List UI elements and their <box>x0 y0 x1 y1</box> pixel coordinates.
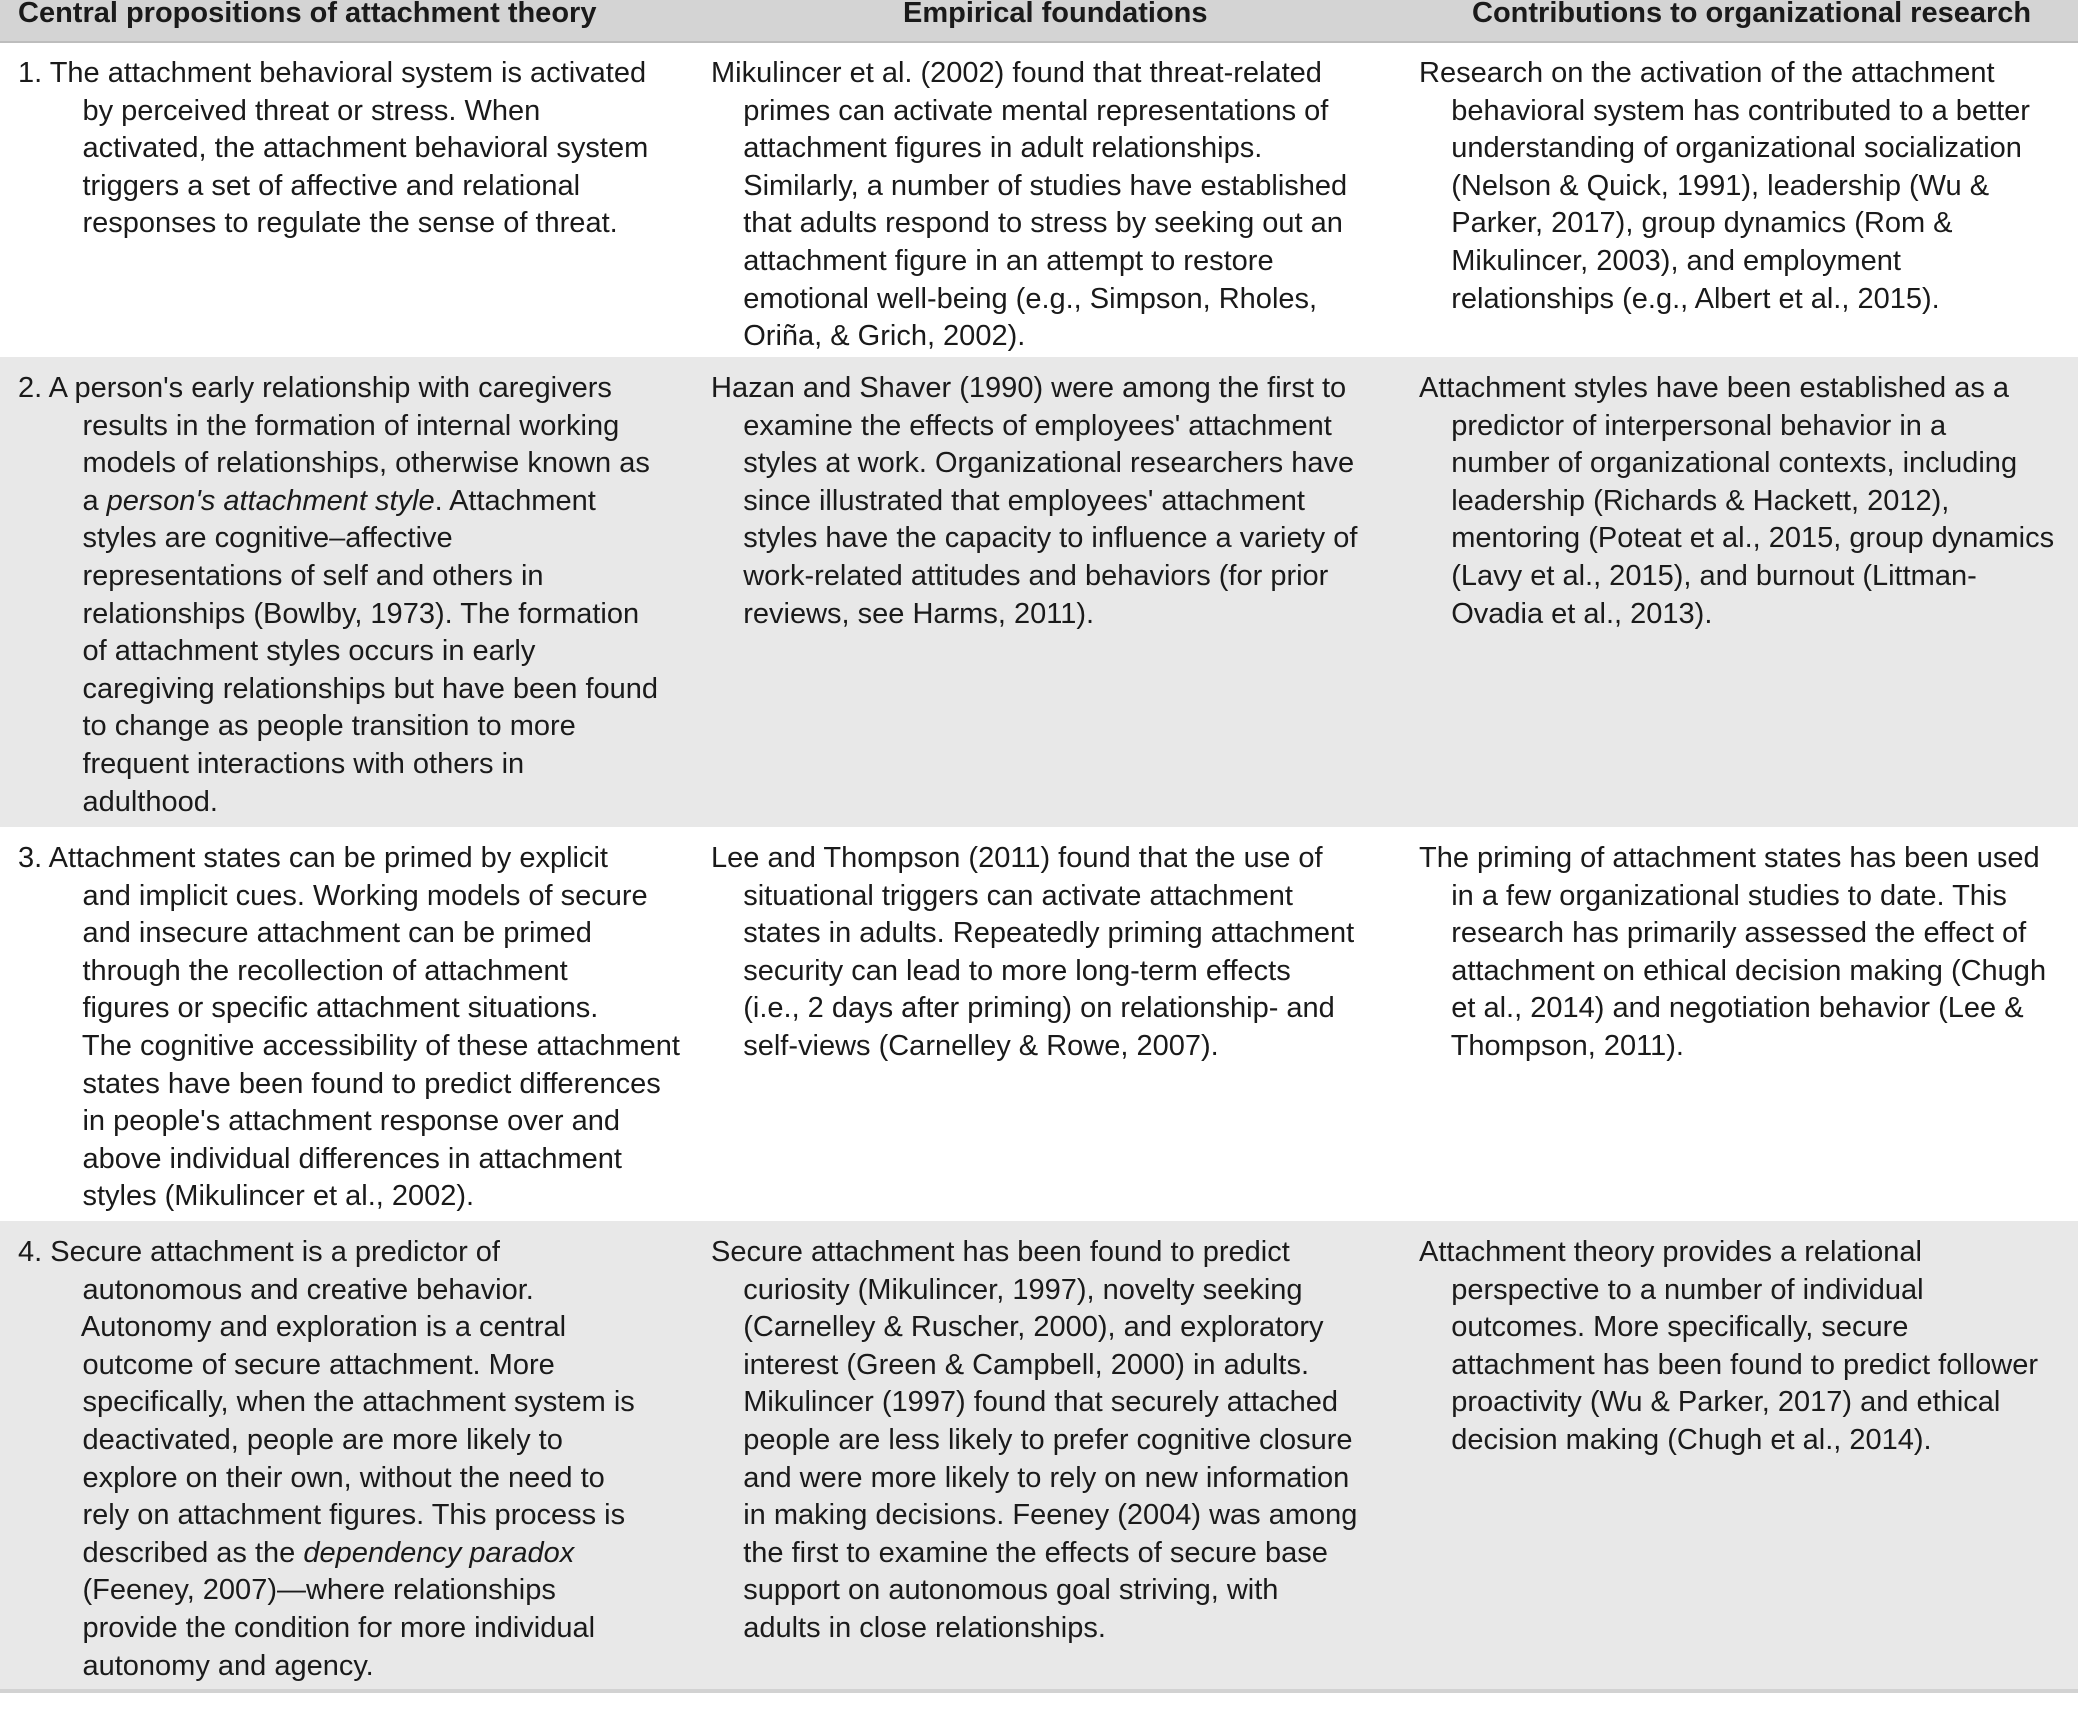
text-line: Thompson, 2011). <box>1419 1029 1684 1062</box>
italic-term: dependency paradox <box>303 1536 575 1569</box>
text-line: interest (Green & Campbell, 2000) in adults. <box>711 1348 1310 1381</box>
table-row <box>0 357 2078 827</box>
text-line: behavioral system has contributed to a better <box>1419 94 2030 127</box>
text-line <box>18 1535 690 1573</box>
text-line: proactivity (Wu & Parker, 2017) and ethical <box>1419 1386 2001 1419</box>
text-line: Similarly, a number of studies have established <box>711 169 1348 202</box>
table-row <box>0 1221 2078 1689</box>
text-line: frequent interactions with others in <box>18 747 525 780</box>
text-line: outcome of secure attachment. More <box>18 1348 555 1381</box>
text-line: Autonomy and exploration is a central <box>18 1311 567 1344</box>
text-line: (Nelson & Quick, 1991), leadership (Wu & <box>1419 169 1990 202</box>
evidence-cell <box>711 840 1401 1066</box>
table-header-row <box>0 0 2078 43</box>
text-line: activated, the attachment behavioral system <box>18 132 649 165</box>
text-line: et al., 2014) and negotiation behavior (Lee & <box>1419 992 2024 1025</box>
text-line: explore on their own, without the need to <box>18 1461 605 1494</box>
text-line: styles (Mikulincer et al., 2002). <box>18 1180 475 1213</box>
text-line: Mikulincer et al. (2002) found that threat-related <box>711 57 1322 89</box>
evidence-cell <box>711 55 1401 356</box>
text-line: adulthood. <box>18 785 218 818</box>
text-line: decision making (Chugh et al., 2014). <box>1419 1423 1932 1456</box>
contribution-cell <box>1419 1234 2078 1460</box>
column-header-contributions: Contributions to organizational research <box>1472 0 2032 29</box>
text-line: attachment figure in an attempt to restore <box>711 244 1274 277</box>
contribution-cell <box>1419 840 2078 1066</box>
text-line: above individual differences in attachment <box>18 1142 622 1175</box>
text-line: Secure attachment has been found to predict <box>711 1236 1290 1268</box>
text-line: triggers a set of affective and relational <box>18 169 581 202</box>
text-line: mentoring (Poteat et al., 2015, group dynamics <box>1419 522 2055 555</box>
text-line: specifically, when the attachment system is <box>18 1386 635 1419</box>
text-run: a <box>18 484 107 517</box>
text-line: results in the formation of internal working <box>18 409 620 442</box>
column-header-propositions: Central propositions of attachment theory <box>18 0 597 29</box>
text-line: perspective to a number of individual <box>1419 1273 1924 1306</box>
text-line: that adults respond to stress by seeking out an <box>711 207 1343 240</box>
text-line: representations of self and others in <box>18 559 544 592</box>
text-line: (i.e., 2 days after priming) on relationship- and <box>711 992 1335 1025</box>
text-line: states have been found to predict differences <box>18 1067 661 1100</box>
text-line: Lee and Thompson (2011) found that the use of <box>711 842 1323 874</box>
contribution-cell <box>1419 370 2078 633</box>
text-line: primes can activate mental representations of <box>711 94 1329 127</box>
text-line: situational triggers can activate attachment <box>711 879 1293 912</box>
text-line: security can lead to more long-term effects <box>711 954 1291 987</box>
text-line: 2. A person's early relationship with caregivers <box>18 372 612 404</box>
text-line: Mikulincer (1997) found that securely attached <box>711 1386 1339 1419</box>
text-line: styles have the capacity to influence a variety of <box>711 522 1358 555</box>
italic-term: person's attachment style <box>106 484 435 517</box>
text-line: figures or specific attachment situations. <box>18 992 599 1025</box>
text-line: 1. The attachment behavioral system is activated <box>18 57 647 89</box>
text-line: work-related attitudes and behaviors (for prior <box>711 559 1329 592</box>
text-line: and insecure attachment can be primed <box>18 917 592 950</box>
evidence-cell <box>711 370 1401 633</box>
text-line: Research on the activation of the attachment <box>1419 57 1995 89</box>
text-line: the first to examine the effects of secure base <box>711 1536 1328 1569</box>
text-line: to change as people transition to more <box>18 710 576 743</box>
text-line: attachment has been found to predict follower <box>1419 1348 2039 1381</box>
text-line: The cognitive accessibility of these attachment <box>18 1029 680 1062</box>
proposition-cell <box>18 55 690 243</box>
table-bottom-rule <box>0 1689 2078 1693</box>
text-line: in making decisions. Feeney (2004) was among <box>711 1499 1358 1532</box>
text-line: (Carnelley & Ruscher, 2000), and exploratory <box>711 1311 1324 1344</box>
column-header-empirical-foundations: Empirical foundations <box>903 0 1208 29</box>
text-line: in a few organizational studies to date. This <box>1419 879 2007 912</box>
text-run: described as the <box>18 1536 304 1569</box>
text-line: autonomous and creative behavior. <box>18 1273 534 1306</box>
text-line: adults in close relationships. <box>711 1611 1106 1644</box>
text-line: relationships (Bowlby, 1973). The formation <box>18 597 640 630</box>
evidence-cell <box>711 1234 1401 1648</box>
text-line: styles are cognitive–affective <box>18 522 453 555</box>
text-line: support on autonomous goal striving, with <box>711 1574 1279 1607</box>
text-line: autonomy and agency. <box>18 1649 374 1682</box>
text-line: people are less likely to prefer cognitive closure <box>711 1423 1353 1456</box>
text-line: Ovadia et al., 2013). <box>1419 597 1713 630</box>
text-line: attachment on ethical decision making (Chugh <box>1419 954 2047 987</box>
text-line: relationships (e.g., Albert et al., 2015). <box>1419 282 1940 315</box>
text-line: attachment figures in adult relationships. <box>711 132 1263 165</box>
text-line: predictor of interpersonal behavior in a <box>1419 409 1947 442</box>
text-line: research has primarily assessed the effect of <box>1419 917 2027 950</box>
table-row <box>0 827 2078 1221</box>
text-line: Mikulincer, 2003), and employment <box>1419 244 1901 277</box>
text-line: (Lavy et al., 2015), and burnout (Littman- <box>1419 559 1977 592</box>
text-line: Oriña, & Grich, 2002). <box>711 320 1026 353</box>
text-line: responses to regulate the sense of threat. <box>18 207 618 240</box>
text-line: states in adults. Repeatedly priming attachment <box>711 917 1355 950</box>
proposition-cell <box>18 1234 690 1685</box>
text-line: deactivated, people are more likely to <box>18 1423 563 1456</box>
text-line: (Feeney, 2007)—where relationships <box>18 1574 556 1607</box>
text-line: and implicit cues. Working models of secure <box>18 879 648 912</box>
text-line: in people's attachment response over and <box>18 1105 621 1138</box>
contribution-cell <box>1419 55 2078 318</box>
text-line: and were more likely to rely on new information <box>711 1461 1350 1494</box>
text-line: caregiving relationships but have been found <box>18 672 659 705</box>
text-line: of attachment styles occurs in early <box>18 635 536 668</box>
text-line: curiosity (Mikulincer, 1997), novelty seeking <box>711 1273 1303 1306</box>
text-line: outcomes. More specifically, secure <box>1419 1311 1909 1344</box>
text-line: emotional well-being (e.g., Simpson, Rholes, <box>711 282 1318 315</box>
text-line: Parker, 2017), group dynamics (Rom & <box>1419 207 1953 240</box>
text-line: provide the condition for more individual <box>18 1611 596 1644</box>
text-line: self-views (Carnelley & Rowe, 2007). <box>711 1029 1219 1062</box>
text-line: Attachment styles have been established as a <box>1419 372 2010 404</box>
text-line: The priming of attachment states has been used <box>1419 842 2040 874</box>
text-line: number of organizational contexts, including <box>1419 447 2018 480</box>
text-line: styles at work. Organizational researchers have <box>711 447 1355 480</box>
text-line: examine the effects of employees' attachment <box>711 409 1332 442</box>
text-line: reviews, see Harms, 2011). <box>711 597 1095 630</box>
text-run: . Attachment <box>434 484 596 517</box>
text-line: 3. Attachment states can be primed by explicit <box>18 842 608 874</box>
text-line: 4. Secure attachment is a predictor of <box>18 1236 500 1268</box>
table-row <box>0 43 2078 357</box>
text-line: by perceived threat or stress. When <box>18 94 541 127</box>
text-line: understanding of organizational socialization <box>1419 132 2022 165</box>
proposition-cell <box>18 840 690 1216</box>
text-line <box>18 483 690 521</box>
text-line: Attachment theory provides a relational <box>1419 1236 1922 1268</box>
text-line: rely on attachment figures. This process is <box>18 1499 626 1532</box>
text-line: Hazan and Shaver (1990) were among the first to <box>711 372 1347 404</box>
text-line: leadership (Richards & Hackett, 2012), <box>1419 484 1950 517</box>
proposition-cell <box>18 370 690 821</box>
text-line: since illustrated that employees' attachment <box>711 484 1305 517</box>
text-line: through the recollection of attachment <box>18 954 568 987</box>
text-line: models of relationships, otherwise known as <box>18 447 650 480</box>
